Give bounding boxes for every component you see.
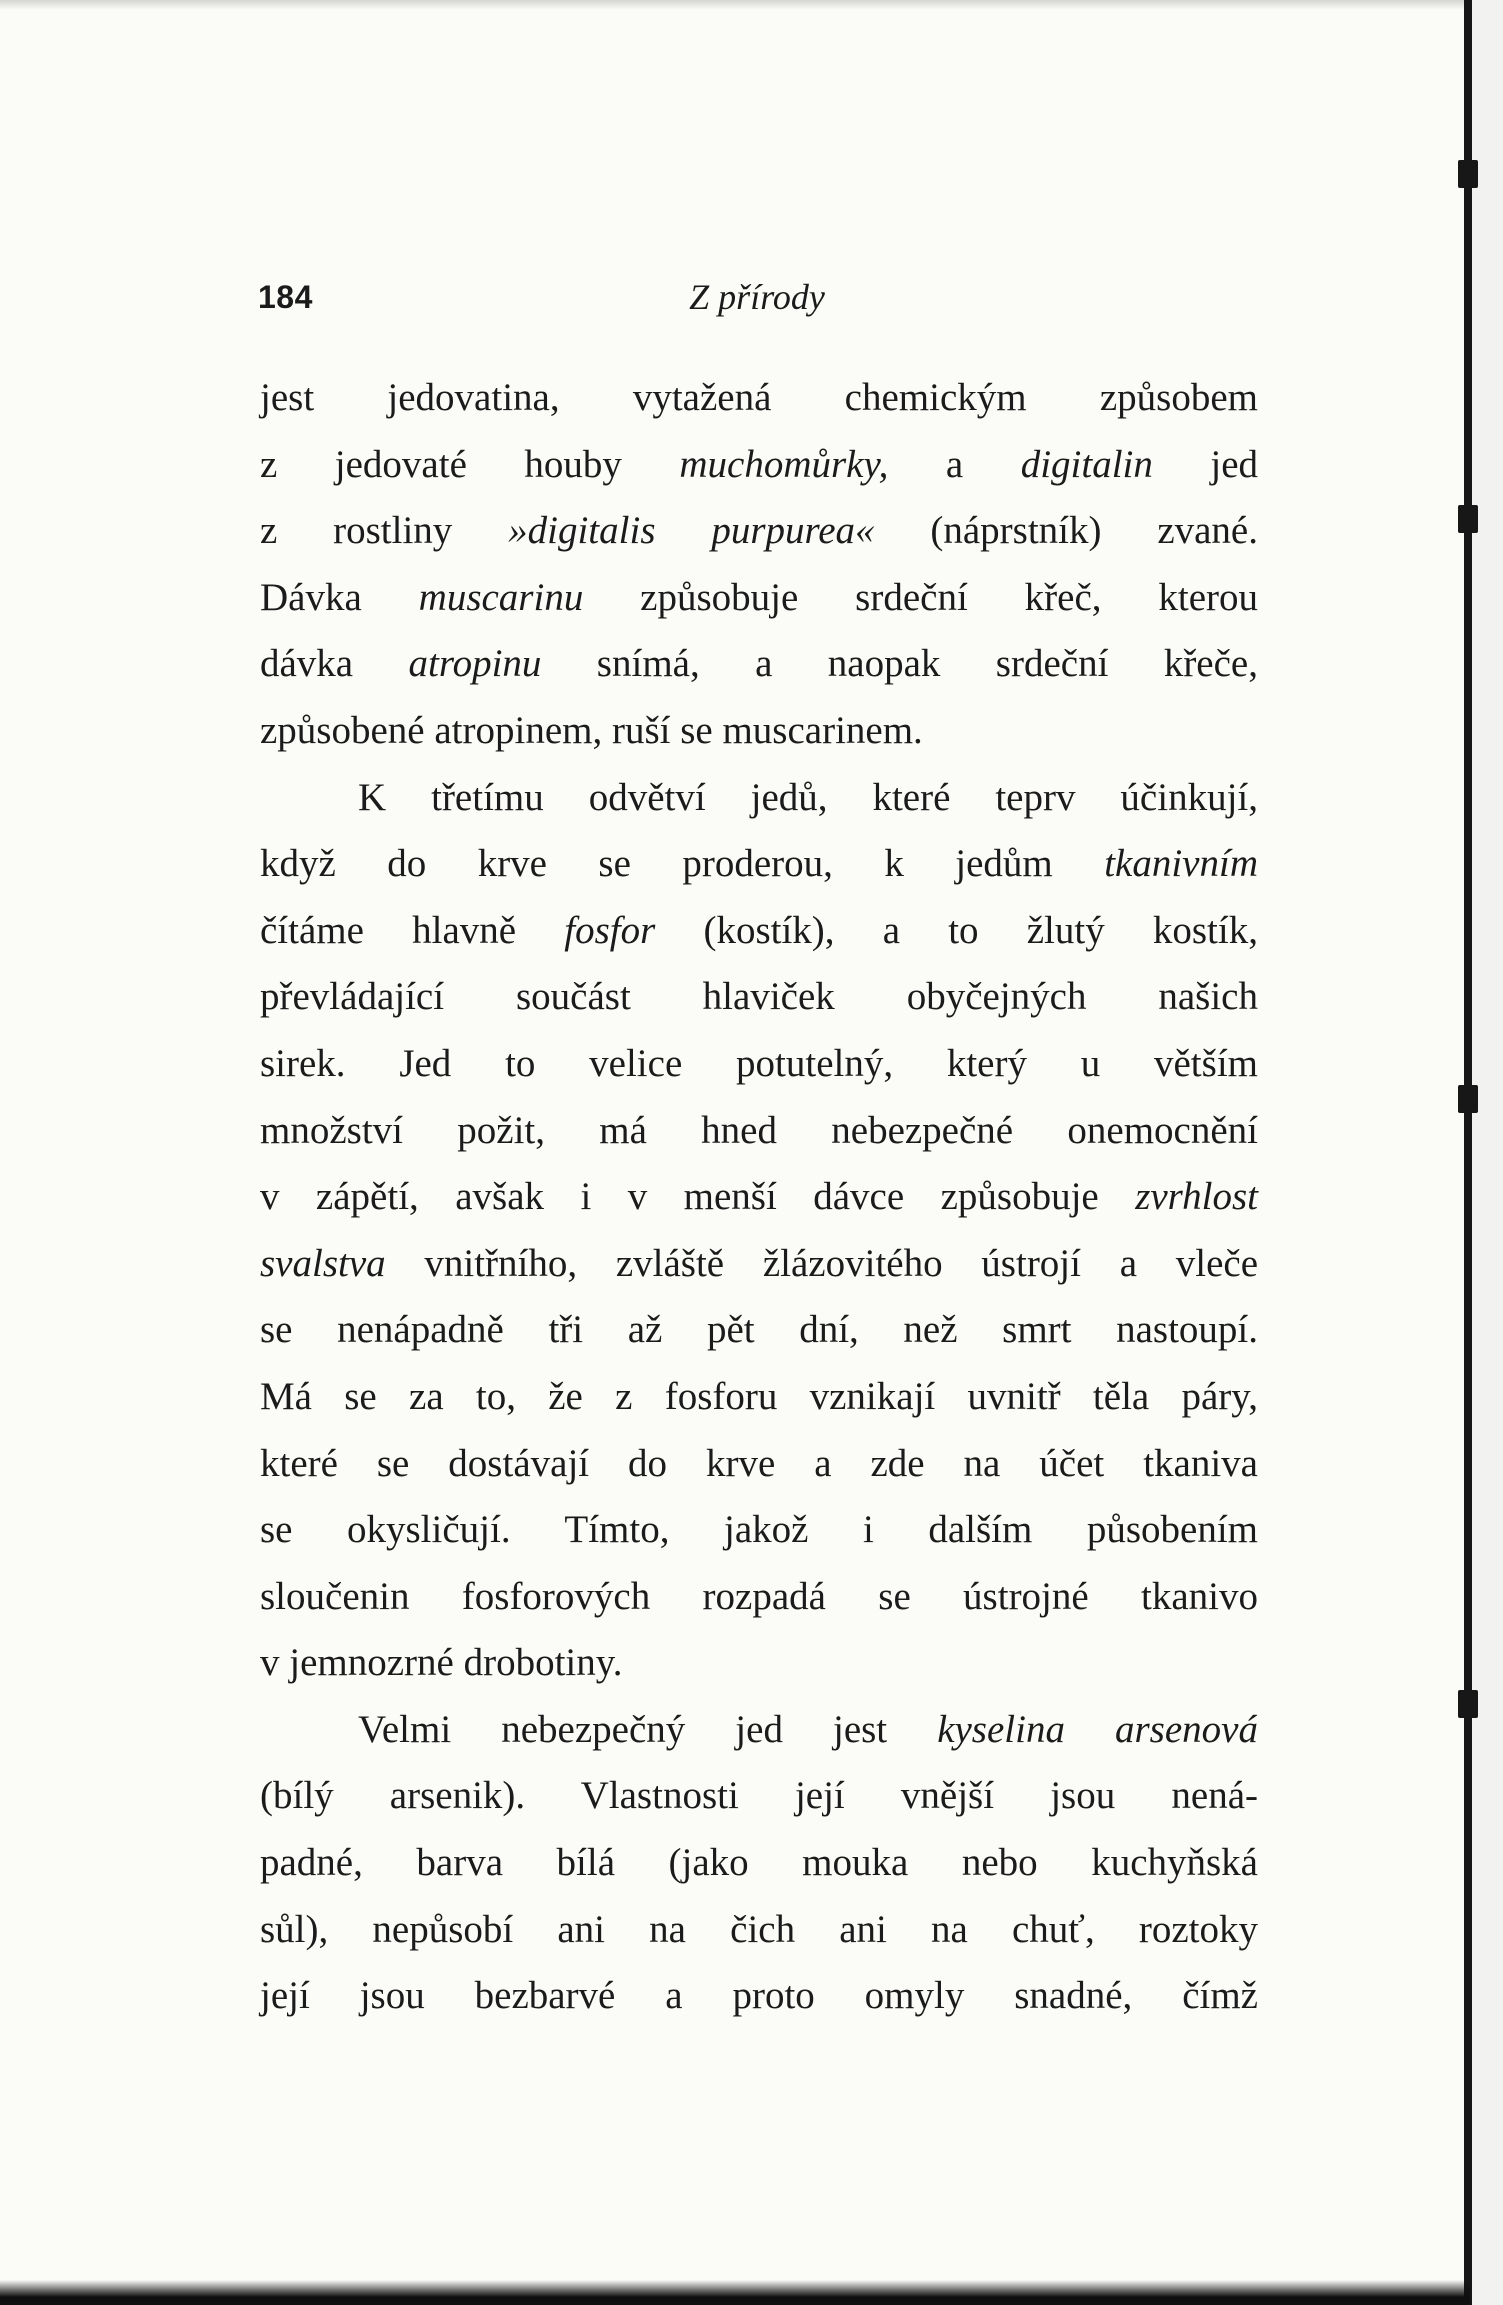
line-text: se okysličují. Tímto, jakož i dalším působením <box>260 1508 1258 1552</box>
italic-term: muscarinu <box>418 575 584 619</box>
text-line <box>260 698 1258 765</box>
line-text: a <box>888 442 1021 486</box>
margin-marker <box>1458 1085 1478 1113</box>
text-line <box>260 831 1258 898</box>
text-line <box>260 498 1258 565</box>
line-text: způsobuje srdeční křeč, kterou <box>583 575 1258 619</box>
text-line <box>260 1897 1258 1964</box>
italic-term: fosfor <box>564 908 656 952</box>
italic-term: kyselina arsenová <box>937 1707 1258 1751</box>
text-line <box>260 898 1258 965</box>
margin-marker <box>1458 160 1478 188</box>
text-line <box>260 1098 1258 1165</box>
line-text: čítáme hlavně <box>260 908 565 952</box>
line-text: když do krve se proderou, k jedům <box>260 842 1105 886</box>
line-text: které se dostávají do krve a zde na účet tkaniva <box>260 1441 1258 1485</box>
line-text: se nenápadně tři až pět dní, než smrt nastoupí. <box>260 1308 1258 1352</box>
text-line <box>260 432 1258 499</box>
page-margin-edge <box>1472 0 1503 2305</box>
page-bottom-edge <box>0 2280 1470 2305</box>
italic-term: »digitalis purpurea« <box>508 509 875 553</box>
margin-marker <box>1458 505 1478 533</box>
body-text <box>260 365 1258 2030</box>
line-text: (bílý arsenik). Vlastnosti její vnější jsou nená- <box>260 1774 1258 1818</box>
line-text: jest jedovatina, vytažená chemickým způsobem <box>260 376 1258 419</box>
text-line <box>260 765 1258 832</box>
italic-term: digitalin <box>1020 442 1153 486</box>
text-line <box>260 1431 1258 1498</box>
line-text: sůl), nepůsobí ani na čich ani na chuť, roztoky <box>260 1907 1258 1951</box>
text-line <box>260 1697 1258 1764</box>
italic-term: svalstva <box>260 1241 386 1285</box>
line-text: (náprstník) zvané. <box>874 509 1258 553</box>
line-text: v zápětí, avšak i v menší dávce způsobuje <box>260 1175 1136 1219</box>
line-text: způsobené atropinem, ruší se muscarinem. <box>260 708 923 752</box>
italic-term: zvrhlost <box>1135 1175 1258 1219</box>
page-header <box>258 272 1256 322</box>
text-line <box>260 964 1258 1031</box>
page-number: 184 <box>258 279 313 315</box>
line-text: jed <box>1152 442 1258 486</box>
text-line <box>260 1564 1258 1631</box>
line-text: sloučenin fosforových rozpadá se ústrojné tkanivo <box>260 1574 1258 1618</box>
text-line <box>260 1830 1258 1897</box>
text-line <box>260 631 1258 698</box>
text-line <box>260 1630 1258 1697</box>
text-line <box>260 1231 1258 1298</box>
italic-term: muchomůrky, <box>679 442 889 486</box>
margin-marker <box>1458 1690 1478 1718</box>
line-text: snímá, a naopak srdeční křeče, <box>541 642 1258 686</box>
line-text: sirek. Jed to velice potutelný, který u větším <box>260 1041 1258 1085</box>
running-title: Z přírody <box>689 277 825 317</box>
line-text: v jemnozrné drobotiny. <box>260 1641 623 1685</box>
text-line <box>260 365 1258 432</box>
text-line <box>260 1164 1258 1231</box>
italic-term: atropinu <box>408 642 542 686</box>
line-text: převládající součást hlaviček obyčejných našich <box>260 975 1258 1019</box>
text-line <box>260 1963 1258 2030</box>
line-text: K třetímu odvětví jedů, které teprv účinkují, <box>358 775 1258 819</box>
text-line <box>260 565 1258 632</box>
text-line <box>260 1763 1258 1830</box>
line-text: z jedovaté houby <box>260 442 680 486</box>
line-text: její jsou bezbarvé a proto omyly snadné, čímž <box>260 1974 1258 2018</box>
text-line <box>260 1297 1258 1364</box>
page-binding-edge <box>1464 0 1472 2305</box>
text-line <box>260 1031 1258 1098</box>
line-text: Má se za to, že z fosforu vznikají uvnitř těla páry, <box>260 1374 1258 1418</box>
line-text: dávka <box>260 642 409 686</box>
line-text: z rostliny <box>260 509 509 553</box>
line-text: Velmi nebezpečný jed jest <box>358 1707 938 1751</box>
line-text: Dávka <box>260 575 419 619</box>
text-line <box>260 1364 1258 1431</box>
line-text: (kostík), a to žlutý kostík, <box>655 908 1258 952</box>
line-text: vnitřního, zvláště žlázovitého ústrojí a vleče <box>385 1241 1258 1285</box>
text-line <box>260 1497 1258 1564</box>
page-top-edge <box>0 0 1470 10</box>
line-text: padné, barva bílá (jako mouka nebo kuchyňská <box>260 1841 1258 1885</box>
line-text: množství požit, má hned nebezpečné onemocnění <box>260 1108 1258 1152</box>
italic-term: tkanivním <box>1104 842 1258 886</box>
